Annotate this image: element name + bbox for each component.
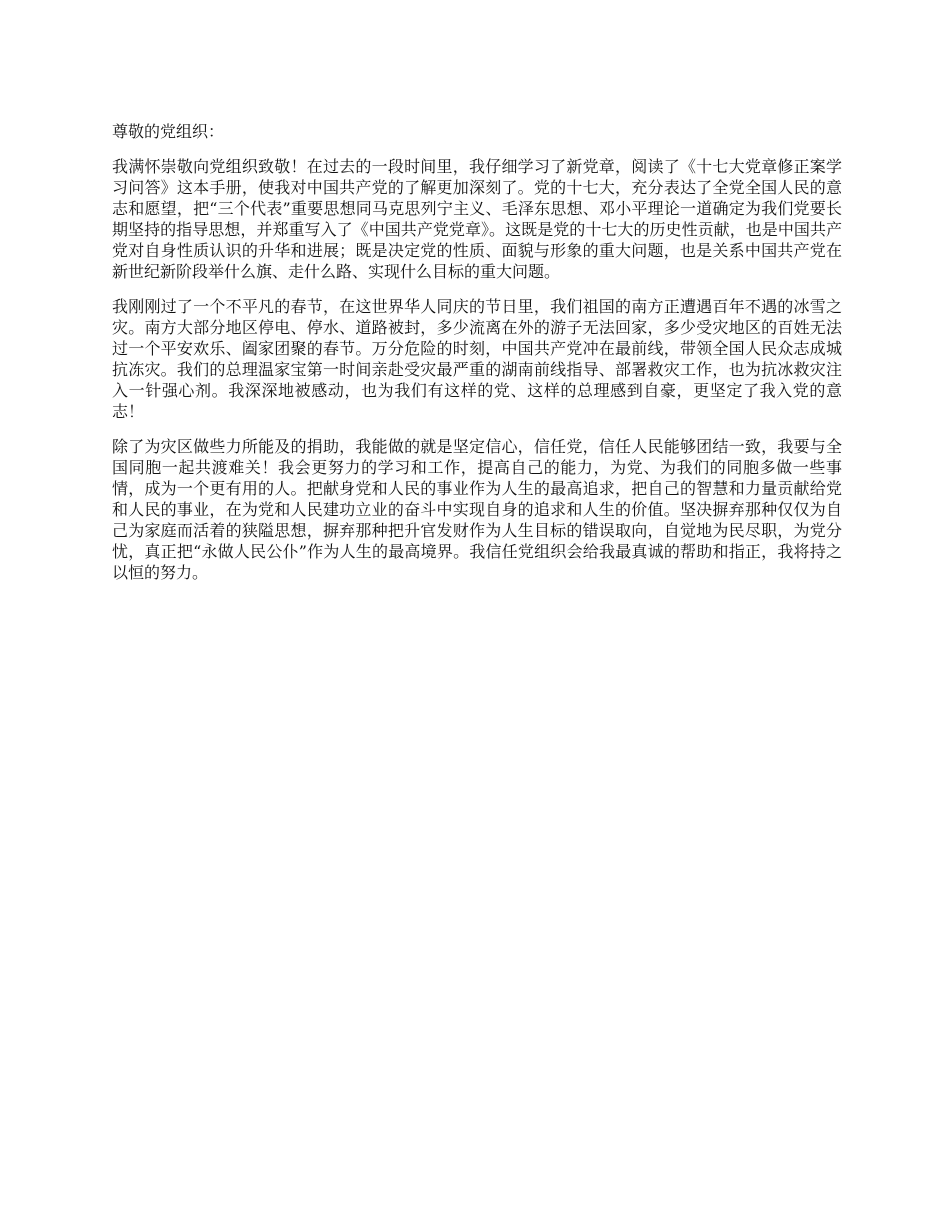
letter-body: [112, 121, 842, 597]
paragraph-3: 除了为灾区做些力所能及的捐助，我能做的就是坚定信心，信任党，信任人民能够团结一致，我要与全国同胞一起共渡难关！我会更努力的学习和工作，提高自己的能力，为党、为我们的同胞多做一些事情，成为一个更有用的人。把献身党和人民的事业作为人生的最高追求，把自己的智慧和力量贡献给党和人民的事业，在为党和人民建功立业的奋斗中实现自身的追求和人生的价值。坚决摒弃那种仅仅为自己为家庭而活着的狭隘思想，摒弃那种把升官发财作为人生目标的错误取向，自觉地为民尽职，为党分忧，真正把“永做人民公仆”作为人生的最高境界。我信任党组织会给我最真诚的帮助和指正，我将持之以恒的努力。: [112, 437, 842, 582]
salutation: 尊敬的党组织：: [112, 122, 225, 141]
paragraph-1: 我满怀崇敬向党组织致敬！在过去的一段时间里，我仔细学习了新党章，阅读了《十七大党章修正案学习问答》这本手册，使我对中国共产党的了解更加深刻了。党的十七大，充分表达了全党全国人民的意志和愿望，把“三个代表”重要思想同马克思列宁主义、毛泽东思想、邓小平理论一道确定为我们党要长期坚持的指导思想，并郑重写入了《中国共产党党章》。这既是党的十七大的历史性贡献，也是中国共产党对自身性质认识的升华和进展；既是决定党的性质、面貌与形象的重大问题，也是关系中国共产党在新世纪新阶段举什么旗、走什么路、实现什么目标的重大问题。: [112, 157, 842, 281]
paragraph-2: 我刚刚过了一个不平凡的春节，在这世界华人同庆的节日里，我们祖国的南方正遭遇百年不遇的冰雪之灾。南方大部分地区停电、停水、道路被封，多少流离在外的游子无法回家，多少受灾地区的百姓无法过一个平安欢乐、阖家团聚的春节。万分危险的时刻，中国共产党冲在最前线，带领全国人民众志成城抗冻灾。我们的总理温家宝第一时间亲赴受灾最严重的湖南前线指导、部署救灾工作，也为抗冰救灾注入一针强心剂。我深深地被感动，也为我们有这样的党、这样的总理感到自豪，更坚定了我入党的意志！: [112, 297, 842, 421]
